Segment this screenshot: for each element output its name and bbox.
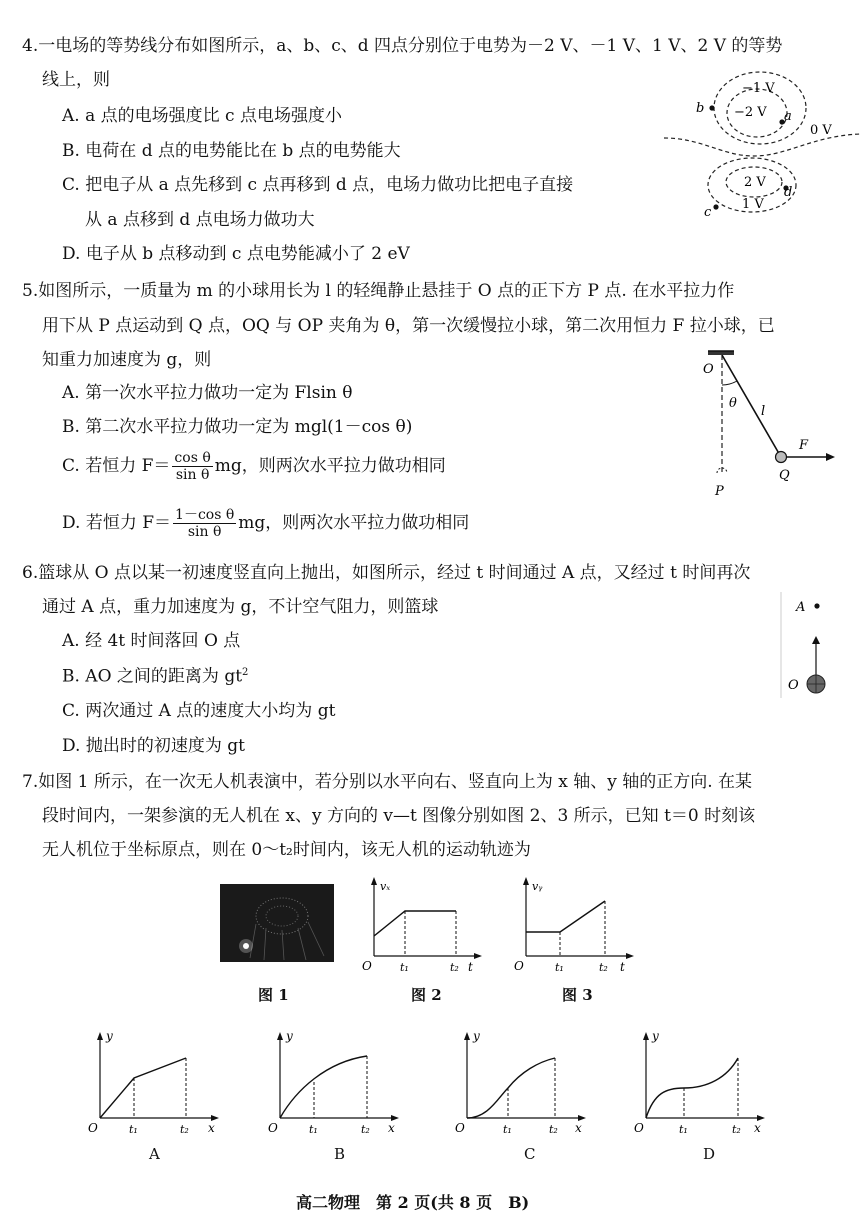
q5-label-o: O [703,362,714,377]
q7-choice-a-t2: t₂ [180,1123,189,1136]
q7-choice-d-xlabel: x [754,1121,761,1135]
q7-stem-line1: 7.如图 1 所示，在一次无人机表演中，若分别以水平向右、竖直向上为 x 轴、y 轴的正方向. 在某 [22,772,753,792]
q5-option-c-prefix: C. 若恒力 F＝ [62,456,171,477]
q5-d-numerator: 1－cos θ [175,507,235,523]
q7-choice-c-graph [453,1028,593,1138]
q7-fig1-caption: 图 1 [258,986,289,1004]
q7-choice-d-t2: t₂ [732,1123,741,1136]
q6-option-a: A. 经 4t 时间落回 O 点 [62,631,241,651]
q4-label-1v: 1 V [742,197,764,212]
q5-stem-line1: 5.如图所示，一质量为 m 的小球用长为 l 的轻绳静止悬挂于 O 点的正下方 P 点. 在水平拉力作 [22,281,735,301]
q6-stem-line2: 通过 A 点，重力加速度为 g，不计空气阻力，则篮球 [42,597,439,617]
q5-label-q: Q [779,468,790,483]
q7-choice-d-graph [632,1028,772,1138]
q5-stem-line2: 用下从 P 点运动到 Q 点，OQ 与 OP 夹角为 θ，第一次缓慢拉小球，第二次用恒力 F 拉小球，已 [42,316,775,336]
q7-choice-c-origin: O [455,1121,465,1135]
q5-d-denominator: sin θ [187,524,222,541]
q7-fig3-tick-t1: t₁ [555,961,564,974]
q6-option-c: C. 两次通过 A 点的速度大小均为 gt [62,701,336,721]
q7-choice-c-t1: t₁ [503,1123,512,1136]
q6-option-b-exponent: 2 [242,667,249,678]
q7-choice-a-origin: O [88,1121,98,1135]
q6-basketball-figure [780,590,850,700]
q5-c-denominator: sin θ [175,467,210,484]
q7-choice-a-caption: A [149,1145,160,1163]
q4-label-2v: 2 V [744,175,766,190]
q7-fig3-vy-graph [512,874,637,979]
q7-choice-a-ylabel: y [106,1029,113,1043]
q5-option-c [62,450,446,483]
q5-option-d-prefix: D. 若恒力 F＝ [62,513,172,534]
q7-choice-a-graph [86,1028,226,1138]
q7-choice-c-ylabel: y [473,1029,480,1043]
q5-option-b: B. 第二次水平拉力做功一定为 mgl(1－cos θ) [62,417,413,437]
q7-fig2-vx-graph [360,874,485,979]
q5-label-p: P [715,484,724,499]
q7-fig2-xlabel: t [468,960,473,974]
q7-choice-a-t1: t₁ [129,1123,138,1136]
q7-choice-c-t2: t₂ [549,1123,558,1136]
q5-option-c-fraction [172,450,212,483]
q5-c-numerator: cos θ [174,450,211,466]
q5-label-f: F [799,438,809,453]
q5-option-d [62,507,469,540]
q6-stem-line1: 6.篮球从 O 点以某一初速度竖直向上抛出，如图所示，经过 t 时间通过 A 点，又经过 t 时间再次 [22,563,751,583]
q7-choice-b-t1: t₁ [309,1123,318,1136]
q5-label-theta: θ [729,396,737,411]
q4-option-c-line2: 从 a 点移到 d 点电场力做功大 [85,210,315,230]
q7-choice-d-origin: O [634,1121,644,1135]
q7-stem-line2: 段时间内，一架参演的无人机在 x、y 方向的 v—t 图像分别如图 2、3 所示，已知 t＝0 时刻该 [42,806,756,826]
q7-choice-b-graph [266,1028,406,1138]
q4-option-a: A. a 点的电场强度比 c 点电场强度小 [62,106,342,126]
q7-fig1-drone-photo [220,884,334,962]
q6-label-a: A [796,600,806,615]
q6-label-o: O [788,678,799,693]
q7-fig3-xlabel: t [620,960,625,974]
q4-stem-line2: 线上，则 [42,70,110,90]
q7-choice-b-ylabel: y [286,1029,293,1043]
q7-stem-line3: 无人机位于坐标原点，则在 0～t₂时间内，该无人机的运动轨迹为 [42,840,531,860]
q5-pendulum-figure [695,345,845,505]
q7-fig3-tick-t2: t₂ [599,961,608,974]
q7-choice-d-caption: D [703,1145,716,1163]
q7-fig2-tick-t1: t₁ [400,961,409,974]
q4-point-d: d [784,185,793,200]
q6-option-b [62,668,248,686]
q7-fig2-origin: O [362,959,372,973]
q7-fig3-origin: O [514,959,524,973]
q7-choice-d-ylabel: y [652,1029,659,1043]
q7-choice-b-t2: t₂ [361,1123,370,1136]
q4-option-b: B. 电荷在 d 点的电势能比在 b 点的电势能大 [62,141,401,161]
q5-option-a: A. 第一次水平拉力做功一定为 Flsin θ [62,383,353,403]
q7-fig2-caption: 图 2 [411,986,442,1004]
q7-choice-a-xlabel: x [208,1121,215,1135]
q5-option-d-fraction [173,507,236,540]
q6-option-b-text: B. AO 之间的距离为 gt [62,666,243,687]
q4-point-a: a [784,109,792,124]
q7-choice-b-xlabel: x [388,1121,395,1135]
q7-choice-d-t1: t₁ [679,1123,688,1136]
page-footer: 高二物理 第 2 页(共 8 页 B) [296,1193,530,1212]
q4-label-minus1v: −1 V [742,81,775,96]
q4-option-c-line1: C. 把电子从 a 点先移到 c 点再移到 d 点，电场力做功比把电子直接 [62,175,574,195]
q7-fig2-tick-t2: t₂ [450,961,459,974]
q4-point-c: c [704,205,712,220]
q5-option-d-suffix: mg，则两次水平拉力做功相同 [238,513,470,534]
q7-choice-c-caption: C [524,1145,536,1163]
q4-point-b: b [696,101,705,116]
q4-label-0v: 0 V [810,123,832,138]
q7-choice-b-origin: O [268,1121,278,1135]
q6-option-d: D. 抛出时的初速度为 gt [62,736,245,756]
q7-fig2-ylabel: vₓ [380,880,391,893]
q4-option-d: D. 电子从 b 点移动到 c 点电势能减小了 2 eV [62,244,410,264]
q7-choice-b-caption: B [334,1145,346,1163]
q5-option-c-suffix: mg，则两次水平拉力做功相同 [214,456,446,477]
q5-stem-line3: 知重力加速度为 g，则 [42,350,212,370]
q5-label-l: l [761,404,766,419]
q4-equipotential-figure [662,68,862,228]
q4-stem-line1: 4.一电场的等势线分布如图所示，a、b、c、d 四点分别位于电势为－2 V、－1 V、1 V、2 V 的等势 [22,36,783,56]
q7-choice-c-xlabel: x [575,1121,582,1135]
q4-label-minus2v: −2 V [734,105,767,120]
q7-fig3-caption: 图 3 [562,986,593,1004]
q7-fig3-ylabel: vᵧ [532,880,543,893]
